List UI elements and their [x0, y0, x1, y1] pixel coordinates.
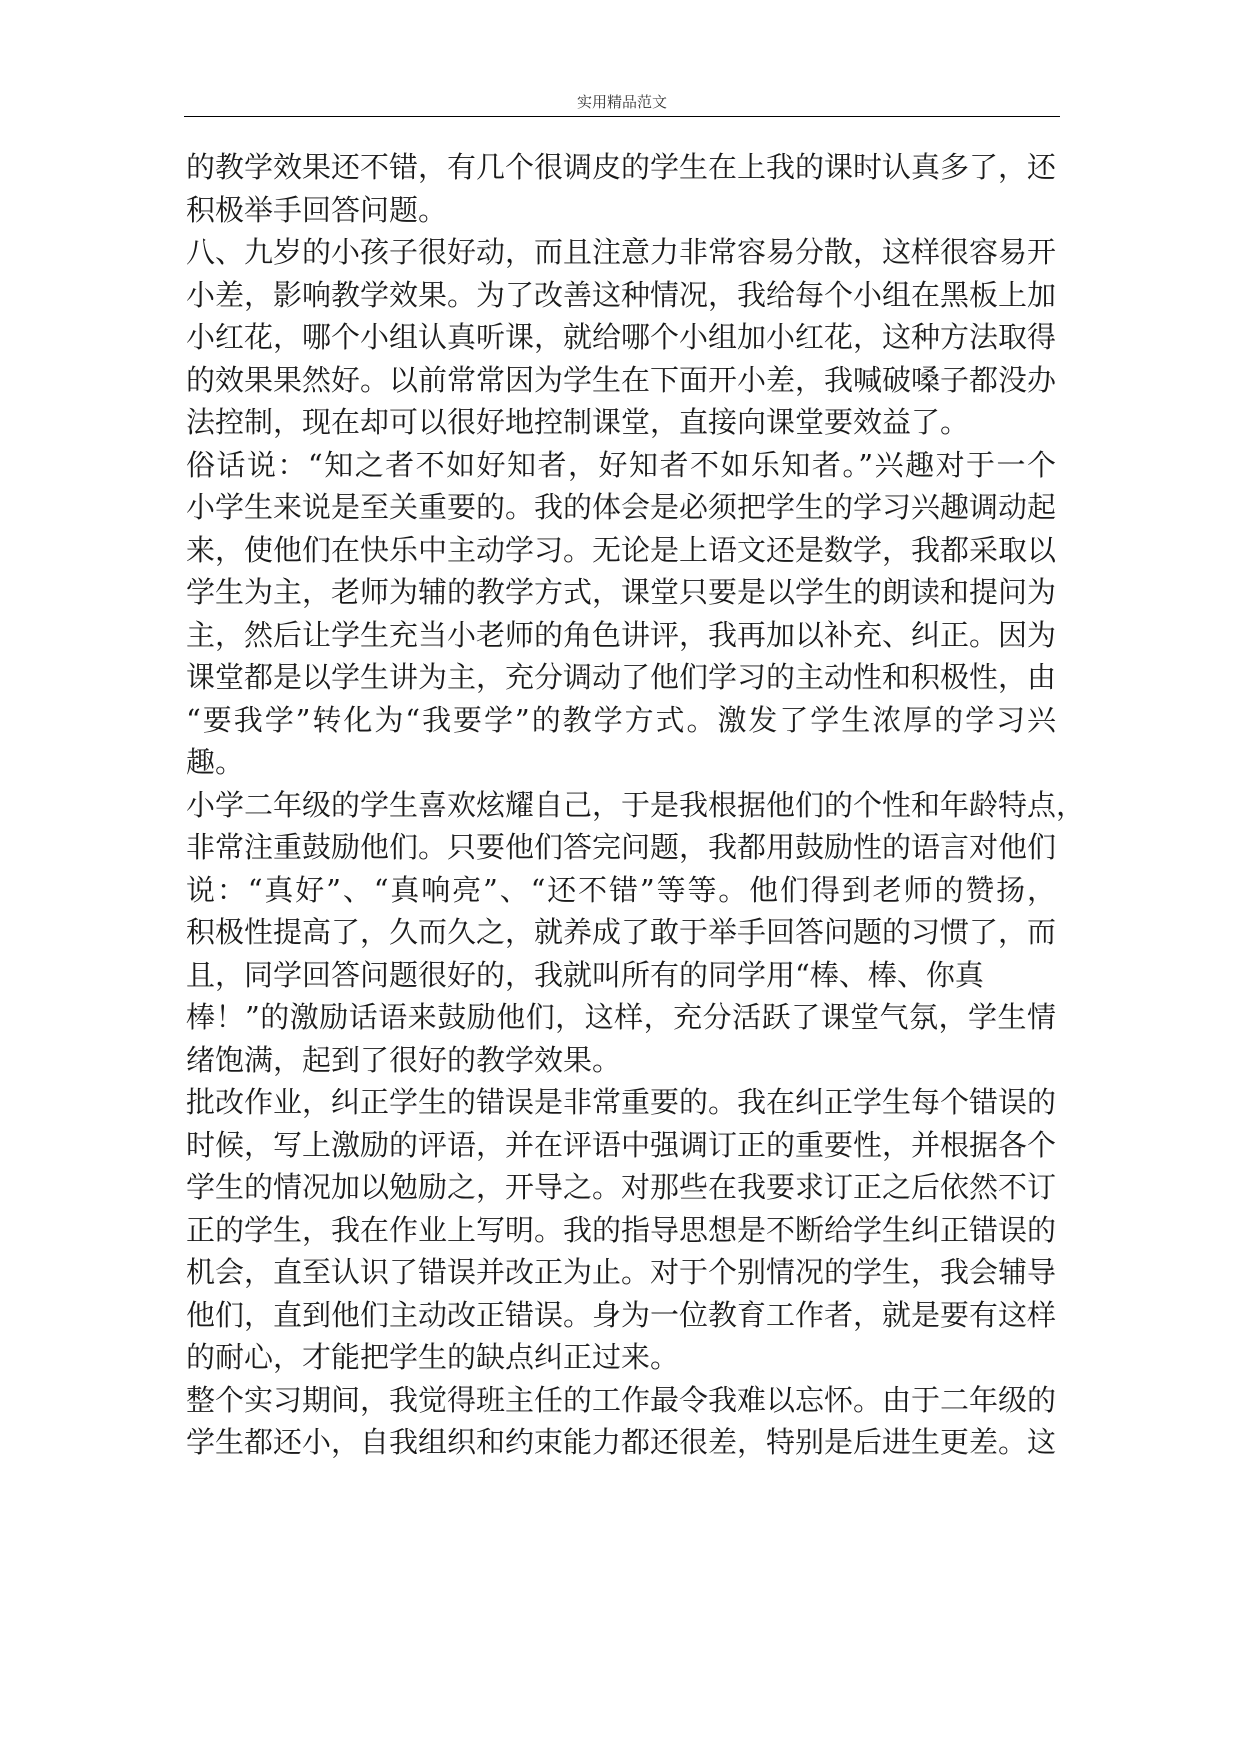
- text-line: 法控制，现在却可以很好地控制课堂，直接向课堂要效益了。: [186, 405, 970, 439]
- text-line: 非常注重鼓励他们。只要他们答完问题，我都用鼓励性的语言对他们: [186, 830, 1057, 864]
- text-line: 八、九岁的小孩子很好动，而且注意力非常容易分散，这样很容易开: [186, 235, 1057, 269]
- text-line: 小学生来说是至关重要的。我的体会是必须把学生的学习兴趣调动起: [186, 490, 1057, 524]
- text-line: 趣。: [186, 745, 245, 779]
- text-line: 整个实习期间，我觉得班主任的工作最令我难以忘怀。由于二年级的: [186, 1382, 1057, 1417]
- text-line: 课堂都是以学生讲为主，充分调动了他们学习的主动性和积极性，由: [186, 660, 1057, 694]
- text-line: 学生的情况加以勉励之，开导之。对那些在我要求订正之后依然不订: [186, 1170, 1057, 1204]
- text-line: 绪饱满，起到了很好的教学效果。: [186, 1042, 622, 1077]
- text-line: 机会，直至认识了错误并改正为止。对于个别情况的学生，我会辅导: [186, 1255, 1057, 1289]
- text-line: 积极性提高了，久而久之，就养成了敢于举手回答问题的习惯了，而: [186, 915, 1057, 949]
- text-line: 主，然后让学生充当小老师的角色讲评，我再加以补充、纠正。因为: [186, 617, 1057, 652]
- text-line: 学生都还小，自我组织和约束能力都还很差，特别是后进生更差。这: [186, 1425, 1057, 1459]
- text-line: “要我学”转化为“我要学”的教学方式。激发了学生浓厚的学习兴: [186, 702, 1056, 737]
- text-line: 的耐心，才能把学生的缺点纠正过来。: [186, 1340, 680, 1374]
- text-line: 正的学生，我在作业上写明。我的指导思想是不断给学生纠正错误的: [186, 1212, 1057, 1247]
- text-line: 且，同学回答问题很好的，我就叫所有的同学用“棒、棒、你真: [186, 957, 984, 992]
- text-line: 来，使他们在快乐中主动学习。无论是上语文还是数学，我都采取以: [186, 532, 1057, 567]
- text-line: 的教学效果还不错，有几个很调皮的学生在上我的课时认真多了，还: [186, 150, 1057, 184]
- text-line: 小差，影响教学效果。为了改善这种情况，我给每个小组在黑板上加: [186, 277, 1057, 312]
- text-line: 学生为主，老师为辅的教学方式，课堂只要是以学生的朗读和提问为: [186, 575, 1057, 609]
- text-line: 批改作业，纠正学生的错误是非常重要的。我在纠正学生每个错误的: [186, 1085, 1057, 1119]
- text-line: 的效果果然好。以前常常因为学生在下面开小差，我喊破嗓子都没办: [186, 362, 1057, 397]
- document-body: [186, 146, 1086, 1464]
- text-line: 俗话说：“知之者不如好知者，好知者不如乐知者。”兴趣对于一个: [186, 447, 1056, 482]
- text-line: 说：“真好”、“真响亮”、“还不错”等等。他们得到老师的赞扬，: [186, 872, 1056, 907]
- text-line: 他们，直到他们主动改正错误。身为一位教育工作者，就是要有这样: [186, 1297, 1057, 1332]
- text-line: 积极举手回答问题。: [186, 192, 448, 227]
- text-line: 棒！”的激励话语来鼓励他们，这样，充分活跃了课堂气氛，学生情: [186, 1000, 1056, 1034]
- text-line: 小学二年级的学生喜欢炫耀自己，于是我根据他们的个性和年龄特点，: [186, 787, 1086, 822]
- text-line: 小红花，哪个小组认真听课，就给哪个小组加小红花，这种方法取得: [186, 320, 1057, 354]
- page-header: 实用精品范文: [184, 88, 1060, 117]
- text-line: 时候，写上激励的评语，并在评语中强调订正的重要性，并根据各个: [186, 1127, 1057, 1162]
